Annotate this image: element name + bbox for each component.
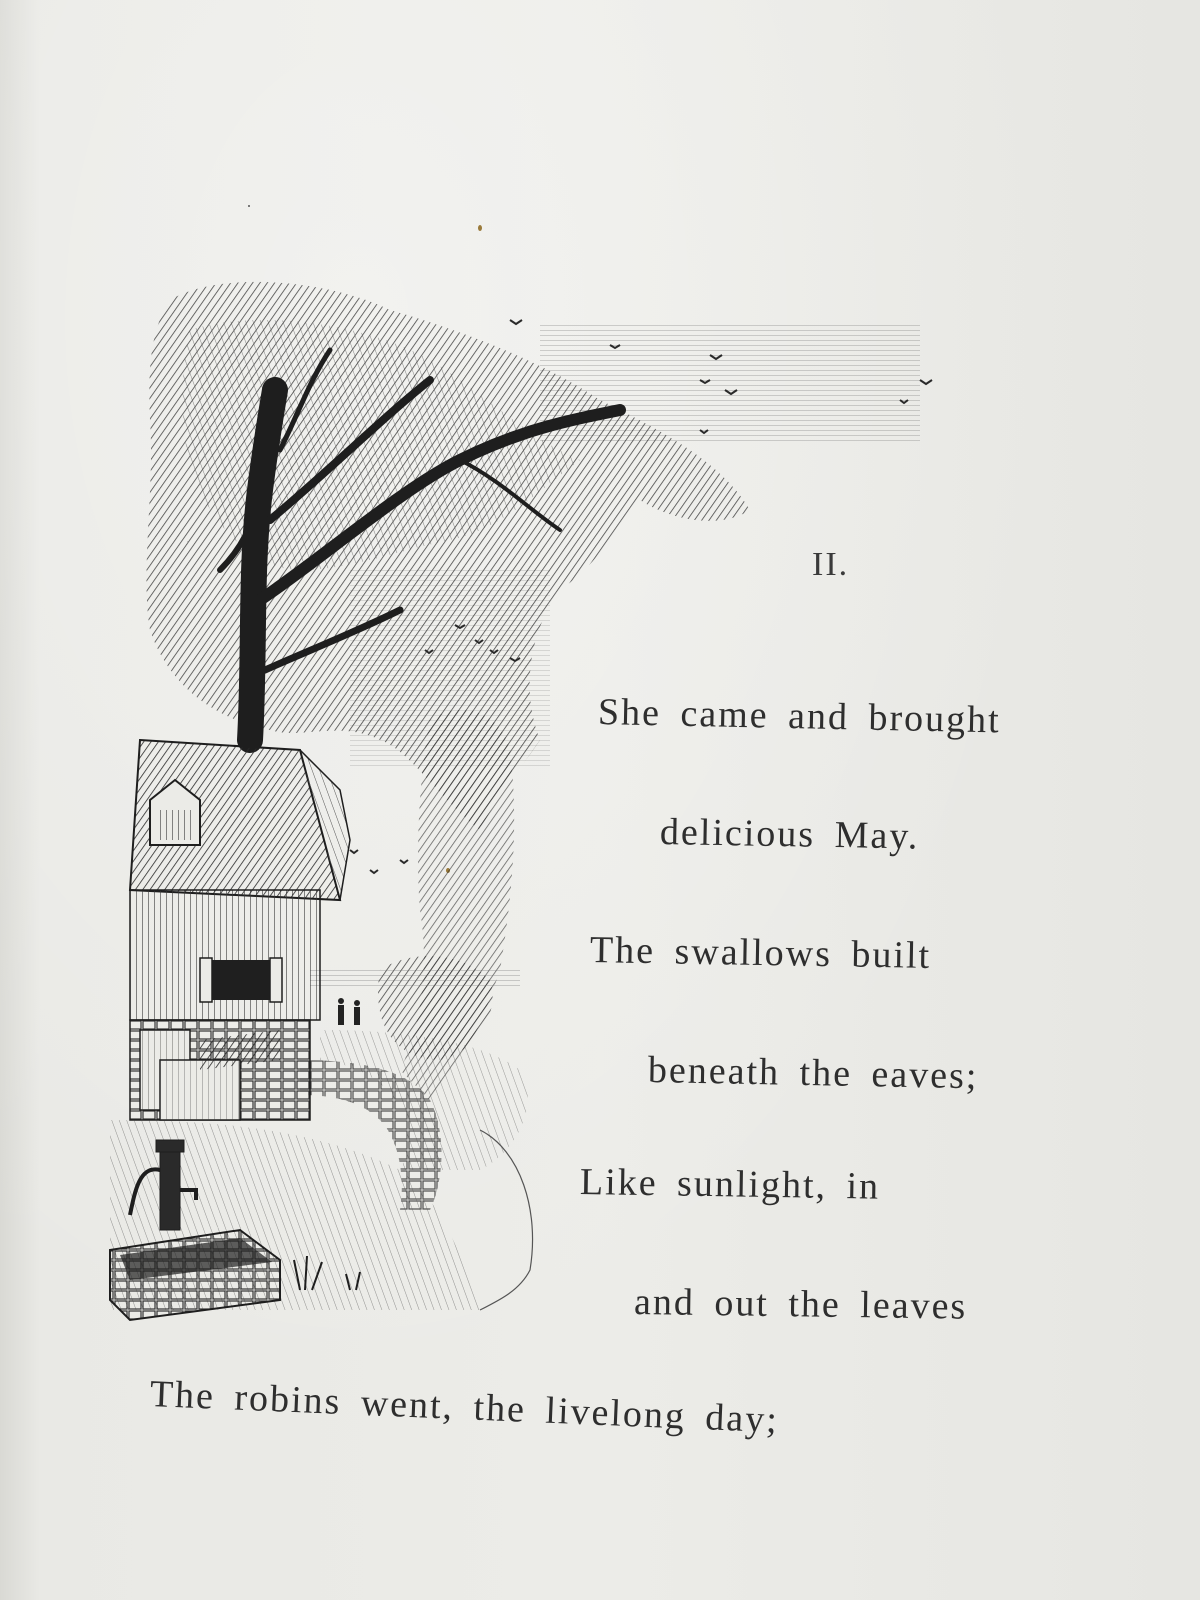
poem-line: and out the leaves: [633, 1281, 968, 1328]
poem-line: She came and brought: [597, 691, 1002, 742]
paper-speck: [478, 225, 482, 231]
poem-line: Like sunlight, in: [579, 1161, 881, 1208]
poem-line: The swallows built: [589, 929, 932, 977]
poem-line: beneath the eaves;: [647, 1049, 979, 1098]
paper-speck: [248, 205, 250, 207]
section-numeral: II.: [812, 546, 850, 583]
walking-figures: [338, 998, 360, 1025]
poem-line: The robins went, the livelong day;: [149, 1373, 780, 1442]
poem-line: delicious May.: [659, 811, 920, 858]
